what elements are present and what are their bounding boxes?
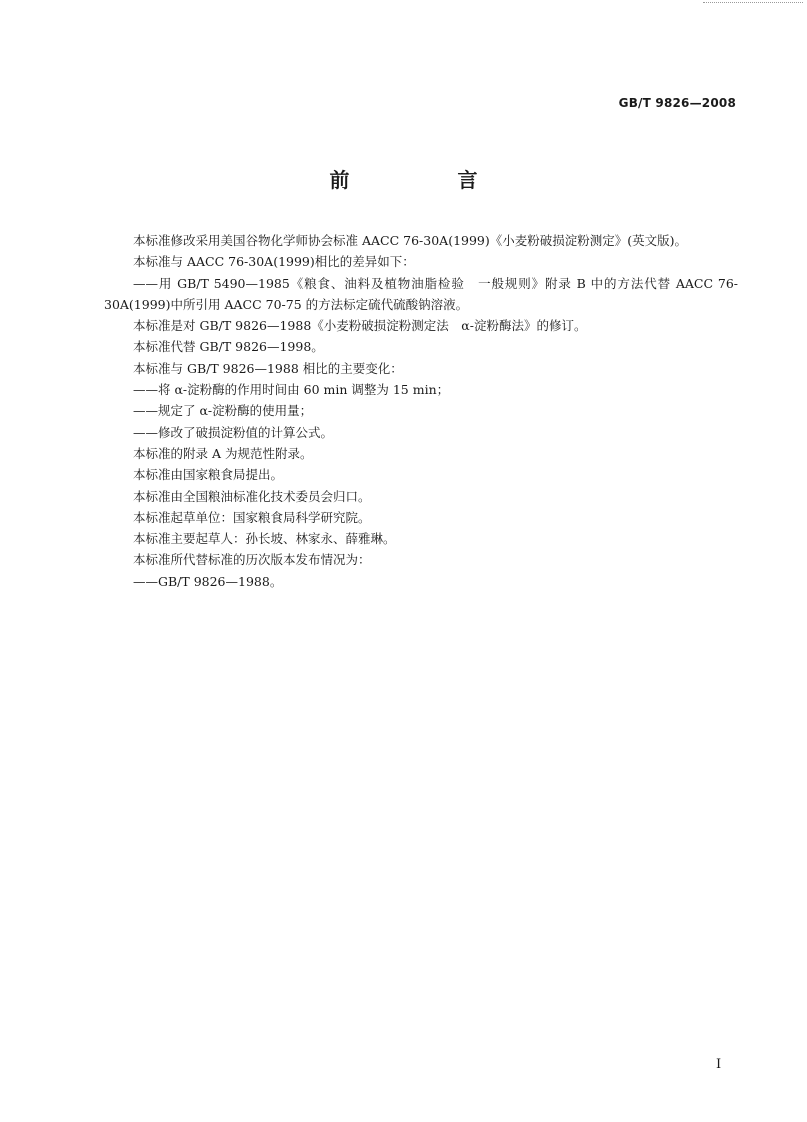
- foreword-body: [104, 230, 738, 592]
- paragraph: 本标准由全国粮油标准化技术委员会归口。: [133, 488, 371, 504]
- page-title: 前 言: [329, 168, 522, 192]
- paragraph: 本标准主要起草人：孙长坡、林家永、薛雅琳。: [133, 531, 396, 547]
- standard-code: GB/T 9826—2008: [618, 96, 736, 110]
- paragraph: 本标准与 AACC 76-30A(1999)相比的差异如下：: [133, 254, 415, 270]
- list-item: ——将 α-淀粉酶的作用时间由 60 min 调整为 15 min；: [133, 382, 450, 398]
- paragraph: ——用 GB/T 5490—1985《粮食、油料及植物油脂检验 一般规则》附录 B 中的方法代替 AACC 76-30A(1999)中所引用 AACC 70-75 的方法标定硫代硫酸钠溶液。: [104, 275, 738, 312]
- list-item: ——GB/T 9826—1988。: [133, 573, 283, 589]
- paragraph: 本标准由国家粮食局提出。: [133, 467, 284, 483]
- paragraph: 本标准与 GB/T 9826—1988 相比的主要变化：: [133, 360, 403, 376]
- paragraph: 本标准是对 GB/T 9826—1988《小麦粉破损淀粉测定法 α-淀粉酶法》的修订。: [133, 318, 587, 334]
- paragraph: 本标准代替 GB/T 9826—1998。: [133, 339, 324, 355]
- list-item: ——修改了破损淀粉值的计算公式。: [133, 424, 334, 440]
- paragraph: 本标准起草单位：国家粮食局科学研究院。: [133, 509, 371, 525]
- paragraph: 本标准所代替标准的历次版本发布情况为：: [133, 552, 371, 568]
- paragraph: 本标准的附录 A 为规范性附录。: [133, 445, 313, 461]
- paragraph: 本标准修改采用美国谷物化学师协会标准 AACC 76-30A(1999)《小麦粉破损淀粉测定》(英文版)。: [133, 233, 688, 248]
- scan-edge-line: [703, 2, 803, 4]
- page-number: I: [716, 1057, 722, 1072]
- list-item: ——规定了 α-淀粉酶的使用量；: [133, 403, 313, 419]
